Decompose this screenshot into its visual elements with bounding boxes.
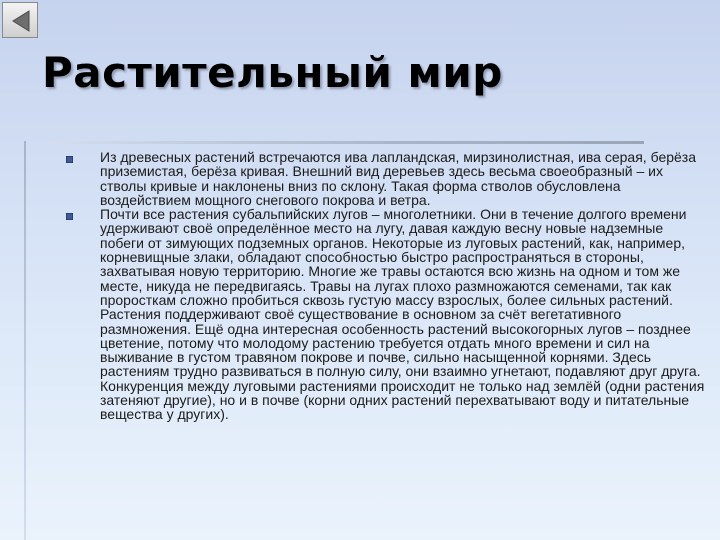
square-bullet-icon xyxy=(66,213,73,220)
left-divider-vertical xyxy=(24,141,26,540)
triangle-left-icon xyxy=(9,9,33,33)
bullet-item xyxy=(66,150,706,207)
bullet-item xyxy=(66,207,706,421)
title-divider-horizontal xyxy=(48,141,644,144)
back-button[interactable] xyxy=(2,2,38,38)
bullet-list xyxy=(66,150,706,422)
slide-title: Растительный мир xyxy=(42,48,503,97)
square-bullet-icon xyxy=(66,156,73,163)
bullet-text: Из древесных растений встречаются ива лапландская, мирзинолистная, ива серая, берёза приземистая, берёза кривая. Внешний вид деревьев здесь весьма своеобразный – их стволы кривые и наклонены вниз по склону. Такая форма стволов обусловлена воздействием мощного снегового покрова и ветра. xyxy=(100,149,697,208)
bullet-text: Почти все растения субальпийских лугов – многолетники. Они в течение долгого времени удерживают своё определённое место на лугу, давая каждую весну новые надземные побеги от зимующих подземных органов. Некоторые из луговых растений, как, например, корневищные злаки, обладают способностью быстро распространяться в стороны, захватывая новую территорию. Многие же травы остаются всю жизнь на одном и том же месте, никуда не передвигаясь. Травы на лугах плохо размножаются семенами, так как проросткам сложно пробиться сквозь густую массу взрослых, более сильных растений. Растения поддерживают своё существование в основном за счёт вегетативного размножения. Ещё одна интересная особенность растений высокогорных лугов – позднее цветение, потому что молодому растению требуется отдать много времени и сил на выживание в густом травяном покрове и почве, сильно насыщенной корнями. Здесь растениям трудно развиваться в полную силу, они взаимно угнетают, подавляют друг друга. Конкуренция между луговыми растениями происходит не только над землёй (одни растения затеняют другие), но и в почве (корни одних растений перехватывают воду и питательные вещества у других). xyxy=(100,206,705,423)
